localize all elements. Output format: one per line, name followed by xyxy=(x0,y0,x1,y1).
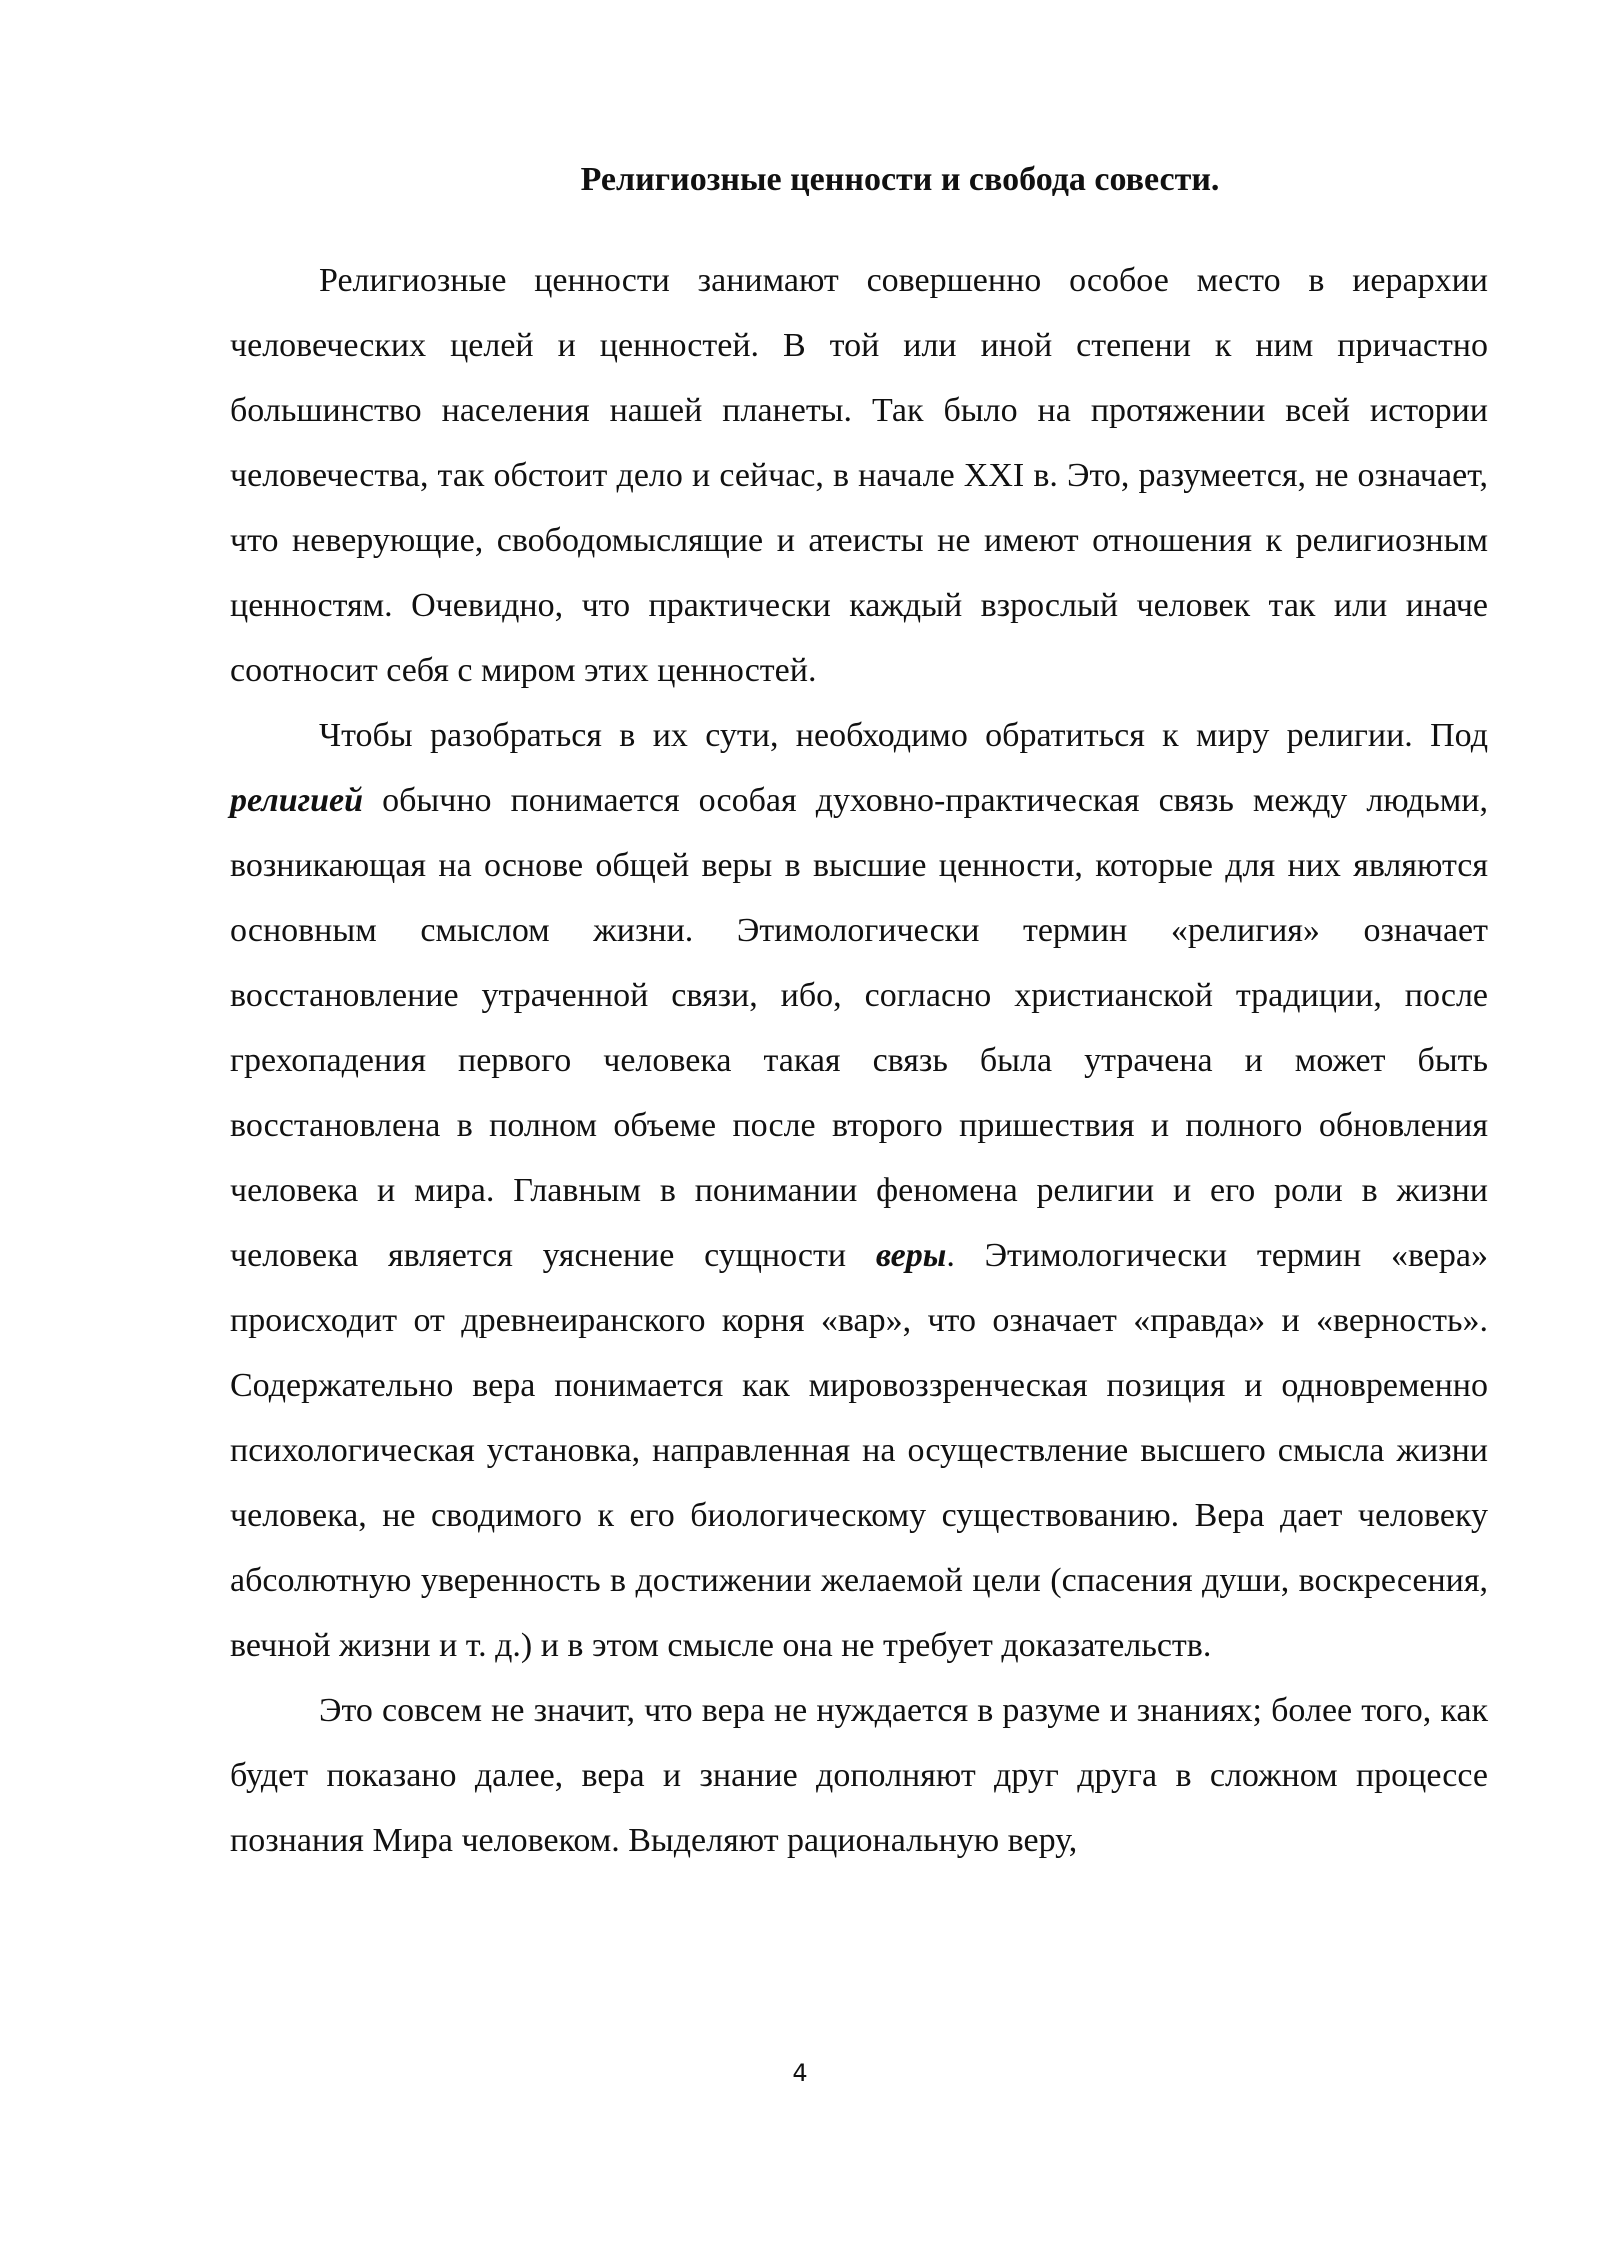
paragraph-3 xyxy=(230,1678,1488,1873)
paragraph-text: Религиозные ценности занимают совершенно особое место в иерархии человеческих целей и ценностей. В той или иной степени к ним причастно большинство населения нашей планеты. Так было на протяжении всей истории человечества, так обстоит дело и сейчас, в начале XXI в. Это, разумеется, не означает, что неверующие, свободомыслящие и атеисты не имеют отношения к религиозным ценностям. Очевидно, что практически каждый взрослый человек так или иначе соотносит себя с миром этих ценностей. xyxy=(230,262,1488,689)
paragraph-text: обычно понимается особая духовно-практическая связь между людьми, возникающая на основе общей веры в высшие ценности, которые для них являются основным смыслом жизни. Этимологически термин «религия» означает восстановление утраченной связи, ибо, согласно христианской традиции, после грехопадения первого человека такая связь была утрачена и может быть восстановлена в полном объеме после второго пришествия и полного обновления человека и мира. Главным в понимании феномена религии и его роли в жизни человека является уяснение сущности xyxy=(230,782,1488,1274)
paragraph-1 xyxy=(230,248,1488,703)
paragraph-text: Чтобы разобраться в их сути, необходимо обратиться к миру религии. Под xyxy=(319,717,1488,754)
page-title: Религиозные ценности и свобода совести. xyxy=(580,161,1220,198)
page-number: 4 xyxy=(792,2059,808,2087)
paragraph-2 xyxy=(230,703,1488,1678)
paragraph-text: . Этимологически термин «вера» происходит от древнеиранского корня «вар», что означает «правда» и «верность». Содержательно вера понимается как мировоззренческая позиция и одновременно психологическая установка, направленная на осуществление высшего смысла жизни человека, не сводимого к его биологическому существованию. Вера дает человеку абсолютную уверенность в достижении желаемой цели (спасения души, воскресения, вечной жизни и т. д.) и в этом смысле она не требует доказательств. xyxy=(230,1237,1488,1664)
emphasized-term-faith: веры xyxy=(875,1237,947,1274)
emphasized-term-religion: религией xyxy=(230,782,364,819)
document-body xyxy=(230,248,1488,1873)
paragraph-text: Это совсем не значит, что вера не нуждается в разуме и знаниях; более того, как будет показано далее, вера и знание дополняют друг друга в сложном процессе познания Мира человеком. Выделяют рациональную веру, xyxy=(230,1692,1488,1859)
